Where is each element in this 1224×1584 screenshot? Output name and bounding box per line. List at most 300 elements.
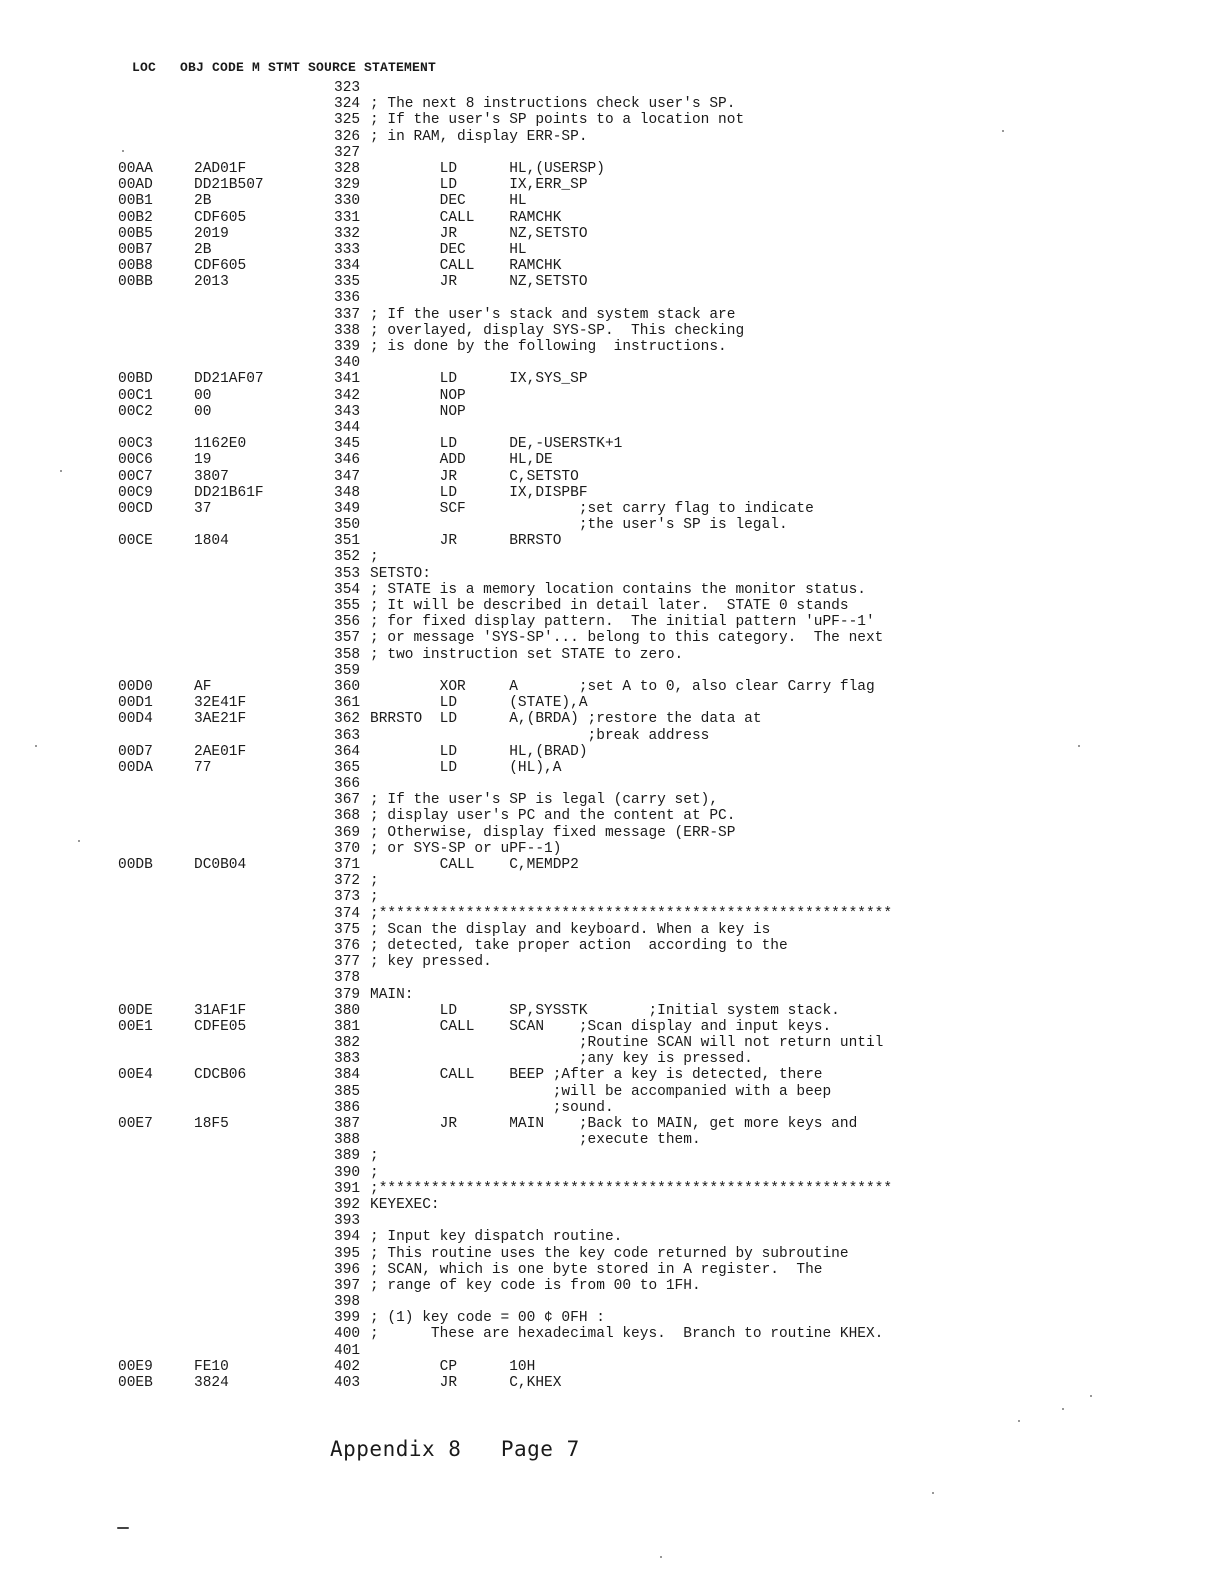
listing-line	[0, 307, 1224, 323]
stmt-number: 402	[334, 1358, 361, 1375]
source-statement: LD (HL),A	[370, 759, 562, 776]
obj-code-field: 18F5	[194, 1116, 229, 1132]
listing-line	[0, 452, 1224, 468]
listing-line	[0, 760, 1224, 776]
listing-line	[0, 112, 1224, 128]
stmt-number: 376	[334, 937, 361, 954]
listing-line	[0, 290, 1224, 306]
listing-line	[0, 857, 1224, 873]
source-statement: LD SP,SYSSTK ;Initial system stack.	[370, 1002, 840, 1019]
listing-line	[0, 1067, 1224, 1083]
stmt-number: 343	[334, 403, 361, 420]
source-statement: ; If the user's SP is legal (carry set),	[370, 792, 719, 809]
stmt-number: 337	[334, 306, 361, 323]
stmt-number: 392	[334, 1196, 361, 1213]
listing-line	[0, 177, 1224, 193]
listing-line	[0, 420, 1224, 436]
stmt-number: 361	[334, 695, 361, 712]
obj-code-field: 77	[194, 759, 212, 776]
scan-speck	[122, 150, 124, 152]
source-statement: XOR A ;set A to 0, also clear Carry flag	[370, 678, 875, 695]
stmt-number: 369	[334, 824, 361, 841]
listing-line	[0, 1294, 1224, 1310]
listing-line	[0, 630, 1224, 646]
source-statement: DEC HL	[370, 193, 527, 210]
listing-line	[0, 339, 1224, 355]
source-statement: CALL C,MEMDP2	[370, 857, 579, 873]
listing-line	[0, 1229, 1224, 1245]
listing-column-header: LOC OBJ CODE M STMT SOURCE STATEMENT	[132, 60, 437, 75]
scan-speck	[1002, 130, 1004, 132]
loc-field: 00AA	[118, 160, 153, 177]
source-statement: ; key pressed.	[370, 954, 492, 971]
loc-field: 00B1	[118, 193, 153, 210]
source-statement: ;***********************************************************	[370, 1180, 893, 1197]
obj-code-field: DD21B507	[194, 177, 264, 194]
source-statement: ;any key is pressed.	[370, 1051, 753, 1068]
source-statement: ; or SYS-SP or uPF--1)	[370, 840, 562, 857]
loc-field: 00DB	[118, 857, 153, 873]
listing-line	[0, 404, 1224, 420]
listing-line	[0, 1375, 1224, 1391]
loc-field: 00D4	[118, 711, 153, 728]
stmt-number: 347	[334, 468, 361, 485]
scan-speck	[932, 1492, 934, 1494]
stmt-number: 349	[334, 500, 361, 517]
listing-line	[0, 355, 1224, 371]
source-statement: ;	[370, 549, 379, 566]
listing-line	[0, 549, 1224, 565]
obj-code-field: 2019	[194, 225, 229, 242]
stmt-number: 334	[334, 258, 361, 275]
obj-code-field: DD21AF07	[194, 371, 264, 388]
source-statement: NOP	[370, 403, 466, 420]
source-statement: ; The next 8 instructions check user's SP.	[370, 96, 736, 113]
source-statement: LD DE,-USERSTK+1	[370, 436, 623, 453]
scan-mark	[117, 1527, 129, 1529]
obj-code-field: 00	[194, 387, 212, 404]
obj-code-field: DC0B04	[194, 857, 247, 873]
source-statement: ;the user's SP is legal.	[370, 517, 788, 534]
source-statement: ; It will be described in detail later. STATE 0 stands	[370, 598, 849, 614]
scan-speck	[1090, 1395, 1092, 1397]
stmt-number: 368	[334, 808, 361, 825]
source-statement: LD IX,ERR_SP	[370, 177, 588, 194]
stmt-number: 327	[334, 144, 361, 161]
listing-line	[0, 1084, 1224, 1100]
scan-speck	[1078, 745, 1080, 747]
listing-line	[0, 679, 1224, 695]
stmt-number: 393	[334, 1213, 361, 1230]
stmt-number: 366	[334, 776, 361, 793]
listing-line	[0, 1148, 1224, 1164]
loc-field: 00DE	[118, 1002, 153, 1019]
stmt-number: 390	[334, 1164, 361, 1181]
obj-code-field: CDFE05	[194, 1018, 247, 1035]
stmt-number: 399	[334, 1310, 361, 1327]
listing-line	[0, 193, 1224, 209]
listing-line	[0, 922, 1224, 938]
scan-speck	[35, 745, 37, 747]
loc-field: 00E1	[118, 1018, 153, 1035]
listing-line	[0, 145, 1224, 161]
source-statement: ; is done by the following instructions.	[370, 339, 727, 355]
source-statement: BRRSTO LD A,(BRDA) ;restore the data at	[370, 711, 762, 728]
source-statement: ; SCAN, which is one byte stored in A register. The	[370, 1261, 823, 1278]
listing-line	[0, 1003, 1224, 1019]
source-statement: ;	[370, 1148, 379, 1165]
stmt-number: 333	[334, 241, 361, 258]
listing-line	[0, 647, 1224, 663]
loc-field: 00D7	[118, 743, 153, 760]
source-statement: ; This routine uses the key code returned by subroutine	[370, 1245, 849, 1262]
source-statement: ; Scan the display and keyboard. When a key is	[370, 921, 771, 938]
source-statement: JR NZ,SETSTO	[370, 225, 588, 242]
stmt-number: 328	[334, 160, 361, 177]
stmt-number: 350	[334, 517, 361, 534]
source-statement: ; If the user's stack and system stack are	[370, 306, 736, 323]
page-footer: Appendix 8 Page 7	[330, 1437, 580, 1461]
stmt-number: 344	[334, 419, 361, 436]
stmt-number: 331	[334, 209, 361, 226]
listing-line	[0, 436, 1224, 452]
loc-field: 00C7	[118, 468, 153, 485]
listing-line	[0, 323, 1224, 339]
stmt-number: 345	[334, 436, 361, 453]
listing-line	[0, 566, 1224, 582]
listing-line	[0, 485, 1224, 501]
source-statement: ; Otherwise, display fixed message (ERR-SP	[370, 824, 736, 841]
source-statement: ; two instruction set STATE to zero.	[370, 646, 684, 663]
stmt-number: 372	[334, 873, 361, 890]
listing-line	[0, 728, 1224, 744]
obj-code-field: AF	[194, 678, 212, 695]
stmt-number: 330	[334, 193, 361, 210]
source-statement: JR C,KHEX	[370, 1375, 562, 1391]
listing-line	[0, 1246, 1224, 1262]
listing-line	[0, 161, 1224, 177]
loc-field: 00C3	[118, 436, 153, 453]
source-statement: ;break address	[370, 727, 710, 744]
source-statement: ;sound.	[370, 1099, 614, 1116]
source-statement: CP 10H	[370, 1358, 536, 1375]
listing-line	[0, 226, 1224, 242]
stmt-number: 324	[334, 96, 361, 113]
stmt-number: 367	[334, 792, 361, 809]
source-statement: MAIN:	[370, 986, 414, 1003]
listing-line	[0, 1132, 1224, 1148]
obj-code-field: 1804	[194, 533, 229, 550]
scan-speck	[1018, 1420, 1020, 1422]
source-statement: ; or message 'SYS-SP'... belong to this category. The next	[370, 630, 884, 647]
stmt-number: 373	[334, 889, 361, 906]
source-statement: ;execute them.	[370, 1132, 701, 1149]
listing-line	[0, 711, 1224, 727]
loc-field: 00C1	[118, 387, 153, 404]
listing-line	[0, 889, 1224, 905]
listing-line	[0, 938, 1224, 954]
loc-field: 00E9	[118, 1358, 153, 1375]
stmt-number: 380	[334, 1002, 361, 1019]
source-statement: ;	[370, 873, 379, 890]
stmt-number: 362	[334, 711, 361, 728]
obj-code-field: 00	[194, 403, 212, 420]
loc-field: 00BB	[118, 274, 153, 291]
stmt-number: 353	[334, 565, 361, 582]
listing-line	[0, 258, 1224, 274]
stmt-number: 332	[334, 225, 361, 242]
listing-line	[0, 242, 1224, 258]
stmt-number: 384	[334, 1067, 361, 1084]
stmt-number: 341	[334, 371, 361, 388]
stmt-number: 385	[334, 1083, 361, 1100]
listing-line	[0, 1262, 1224, 1278]
stmt-number: 394	[334, 1229, 361, 1246]
loc-field: 00B5	[118, 225, 153, 242]
listing-line	[0, 517, 1224, 533]
stmt-number: 403	[334, 1375, 361, 1391]
source-statement: CALL RAMCHK	[370, 258, 562, 275]
stmt-number: 326	[334, 128, 361, 145]
source-statement: CALL SCAN ;Scan display and input keys.	[370, 1018, 832, 1035]
source-statement: ; display user's PC and the content at PC.	[370, 808, 736, 825]
source-statement: SCF ;set carry flag to indicate	[370, 500, 814, 517]
stmt-number: 391	[334, 1180, 361, 1197]
stmt-number: 342	[334, 387, 361, 404]
stmt-number: 352	[334, 549, 361, 566]
source-statement: ADD HL,DE	[370, 452, 553, 469]
listing-line	[0, 1116, 1224, 1132]
listing-line	[0, 1181, 1224, 1197]
stmt-number: 378	[334, 970, 361, 987]
listing-line	[0, 388, 1224, 404]
listing-line	[0, 841, 1224, 857]
stmt-number: 395	[334, 1245, 361, 1262]
scan-speck	[660, 1556, 662, 1558]
source-statement: ; STATE is a memory location contains the monitor status.	[370, 581, 866, 598]
loc-field: 00EB	[118, 1375, 153, 1391]
listing-line	[0, 1343, 1224, 1359]
listing-line	[0, 1165, 1224, 1181]
stmt-number: 401	[334, 1342, 361, 1359]
obj-code-field: CDF605	[194, 258, 247, 275]
listing-line	[0, 1019, 1224, 1035]
scan-speck	[60, 470, 62, 472]
source-statement: CALL RAMCHK	[370, 209, 562, 226]
source-statement: ; for fixed display pattern. The initial pattern 'uPF--1'	[370, 614, 875, 631]
stmt-number: 400	[334, 1326, 361, 1343]
loc-field: 00B7	[118, 241, 153, 258]
source-statement: JR BRRSTO	[370, 533, 562, 550]
source-statement: NOP	[370, 387, 466, 404]
stmt-number: 323	[334, 80, 361, 96]
source-statement: LD HL,(BRAD)	[370, 743, 588, 760]
loc-field: 00E4	[118, 1067, 153, 1084]
stmt-number: 346	[334, 452, 361, 469]
stmt-number: 377	[334, 954, 361, 971]
source-statement: DEC HL	[370, 241, 527, 258]
source-statement: ; range of key code is from 00 to 1FH.	[370, 1277, 701, 1294]
stmt-number: 375	[334, 921, 361, 938]
scan-speck	[78, 840, 80, 842]
source-statement: ; overlayed, display SYS-SP. This checking	[370, 322, 745, 339]
loc-field: 00AD	[118, 177, 153, 194]
listing-line	[0, 695, 1224, 711]
obj-code-field: 32E41F	[194, 695, 247, 712]
source-statement: KEYEXEC:	[370, 1196, 440, 1213]
stmt-number: 374	[334, 905, 361, 922]
source-statement: LD (STATE),A	[370, 695, 588, 712]
loc-field: 00CE	[118, 533, 153, 550]
obj-code-field: 3AE21F	[194, 711, 247, 728]
obj-code-field: 3807	[194, 468, 229, 485]
listing-line	[0, 274, 1224, 290]
stmt-number: 371	[334, 857, 361, 873]
stmt-number: 360	[334, 678, 361, 695]
listing-line	[0, 80, 1224, 96]
listing-line	[0, 776, 1224, 792]
stmt-number: 358	[334, 646, 361, 663]
stmt-number: 355	[334, 598, 361, 614]
listing-line	[0, 614, 1224, 630]
stmt-number: 336	[334, 290, 361, 307]
stmt-number: 365	[334, 759, 361, 776]
source-statement: LD HL,(USERSP)	[370, 160, 605, 177]
listing-line	[0, 1035, 1224, 1051]
listing-line	[0, 1051, 1224, 1067]
stmt-number: 383	[334, 1051, 361, 1068]
obj-code-field: 2AE01F	[194, 743, 247, 760]
listing-line	[0, 210, 1224, 226]
source-statement: LD IX,DISPBF	[370, 484, 588, 501]
stmt-number: 398	[334, 1294, 361, 1311]
stmt-number: 370	[334, 840, 361, 857]
stmt-number: 363	[334, 727, 361, 744]
listing-line	[0, 873, 1224, 889]
stmt-number: 387	[334, 1116, 361, 1132]
source-statement: ;***********************************************************	[370, 905, 893, 922]
loc-field: 00BD	[118, 371, 153, 388]
obj-code-field: CDCB06	[194, 1067, 247, 1084]
stmt-number: 382	[334, 1035, 361, 1052]
obj-code-field: 37	[194, 500, 212, 517]
obj-code-field: 2B	[194, 193, 212, 210]
listing-line	[0, 1359, 1224, 1375]
source-statement: ;Routine SCAN will not return until	[370, 1035, 884, 1052]
stmt-number: 397	[334, 1277, 361, 1294]
source-statement: LD IX,SYS_SP	[370, 371, 588, 388]
source-statement: JR NZ,SETSTO	[370, 274, 588, 291]
obj-code-field: 1162E0	[194, 436, 247, 453]
listing-line	[0, 501, 1224, 517]
stmt-number: 388	[334, 1132, 361, 1149]
stmt-number: 386	[334, 1099, 361, 1116]
stmt-number: 354	[334, 581, 361, 598]
loc-field: 00C2	[118, 403, 153, 420]
source-statement: CALL BEEP ;After a key is detected, there	[370, 1067, 823, 1084]
listing-line	[0, 792, 1224, 808]
listing-line	[0, 96, 1224, 112]
stmt-number: 359	[334, 662, 361, 679]
listing-line	[0, 1326, 1224, 1342]
source-statement: SETSTO:	[370, 565, 431, 582]
listing-line	[0, 825, 1224, 841]
listing-line	[0, 808, 1224, 824]
source-statement: ;	[370, 889, 379, 906]
listing-line	[0, 906, 1224, 922]
source-statement: ; Input key dispatch routine.	[370, 1229, 623, 1246]
stmt-number: 396	[334, 1261, 361, 1278]
loc-field: 00B2	[118, 209, 153, 226]
source-statement: ; (1) key code = 00 ¢ 0FH :	[370, 1310, 605, 1327]
stmt-number: 329	[334, 177, 361, 194]
stmt-number: 340	[334, 355, 361, 372]
listing-line	[0, 1310, 1224, 1326]
stmt-number: 325	[334, 112, 361, 129]
stmt-number: 381	[334, 1018, 361, 1035]
source-statement: ; detected, take proper action according to the	[370, 937, 788, 954]
source-statement: ; These are hexadecimal keys. Branch to routine KHEX.	[370, 1326, 884, 1343]
source-statement: ;will be accompanied with a beep	[370, 1083, 832, 1100]
listing-line	[0, 371, 1224, 387]
stmt-number: 389	[334, 1148, 361, 1165]
stmt-number: 338	[334, 322, 361, 339]
loc-field: 00E7	[118, 1116, 153, 1132]
source-statement: ; If the user's SP points to a location not	[370, 112, 745, 129]
listing-line	[0, 469, 1224, 485]
listing-line	[0, 663, 1224, 679]
assembly-listing	[0, 80, 1224, 1391]
obj-code-field: 19	[194, 452, 212, 469]
stmt-number: 356	[334, 614, 361, 631]
loc-field: 00C9	[118, 484, 153, 501]
loc-field: 00DA	[118, 759, 153, 776]
obj-code-field: 31AF1F	[194, 1002, 247, 1019]
listing-line	[0, 598, 1224, 614]
listing-line	[0, 954, 1224, 970]
loc-field: 00CD	[118, 500, 153, 517]
obj-code-field: 2B	[194, 241, 212, 258]
stmt-number: 348	[334, 484, 361, 501]
listing-line	[0, 533, 1224, 549]
obj-code-field: DD21B61F	[194, 484, 264, 501]
obj-code-field: 2013	[194, 274, 229, 291]
listing-line	[0, 1100, 1224, 1116]
source-statement: ;	[370, 1164, 379, 1181]
listing-line	[0, 129, 1224, 145]
obj-code-field: 2AD01F	[194, 160, 247, 177]
listing-line	[0, 1197, 1224, 1213]
listing-line	[0, 582, 1224, 598]
stmt-number: 339	[334, 339, 361, 355]
loc-field: 00D1	[118, 695, 153, 712]
source-statement: JR C,SETSTO	[370, 468, 579, 485]
stmt-number: 379	[334, 986, 361, 1003]
listing-line	[0, 1213, 1224, 1229]
stmt-number: 364	[334, 743, 361, 760]
stmt-number: 351	[334, 533, 361, 550]
scan-speck	[1062, 1408, 1064, 1410]
stmt-number: 357	[334, 630, 361, 647]
loc-field: 00C6	[118, 452, 153, 469]
source-statement: ; in RAM, display ERR-SP.	[370, 128, 588, 145]
loc-field: 00B8	[118, 258, 153, 275]
source-statement: JR MAIN ;Back to MAIN, get more keys and	[370, 1116, 858, 1132]
listing-line	[0, 970, 1224, 986]
listing-line	[0, 987, 1224, 1003]
obj-code-field: FE10	[194, 1358, 229, 1375]
stmt-number: 335	[334, 274, 361, 291]
